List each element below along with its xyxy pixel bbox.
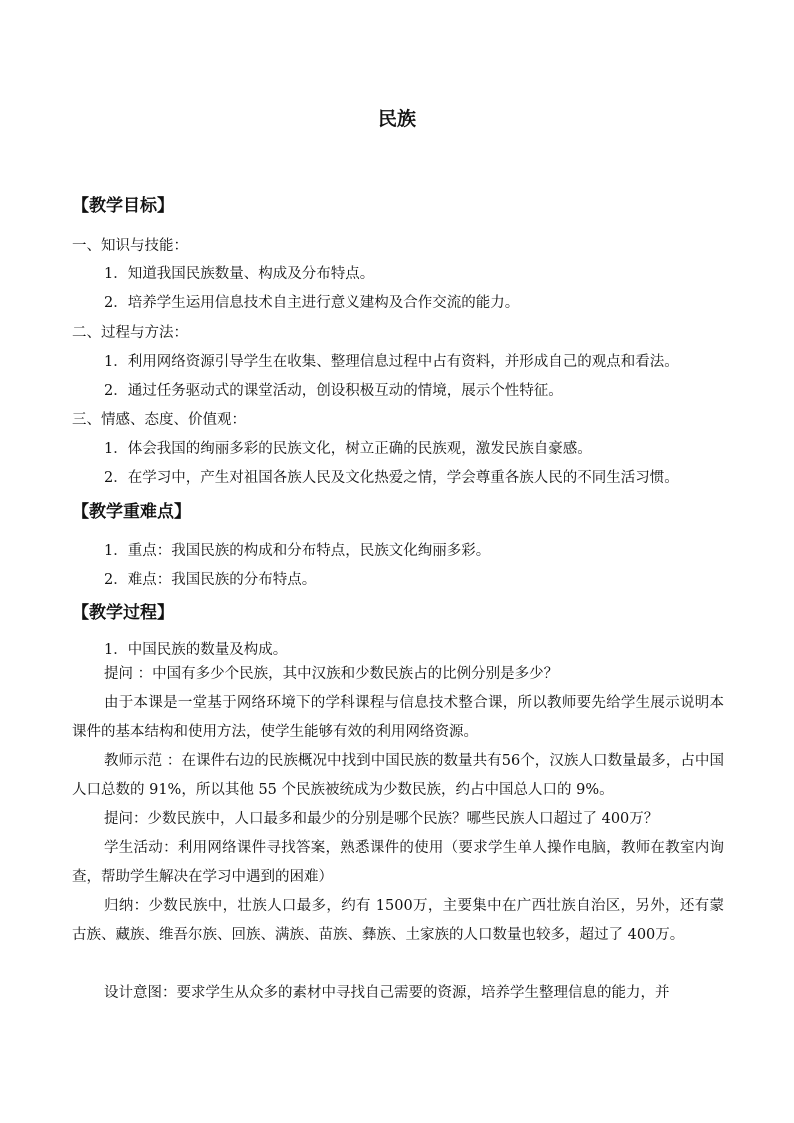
list-item: 1．利用网络资源引导学生在收集、整理信息过程中占有资料，并形成自己的观点和看法。 bbox=[104, 354, 679, 370]
list-item: 2．在学习中，产生对祖国各族人民及文化热爱之情，学会尊重各族人民的不同生活习惯。 bbox=[104, 470, 679, 486]
paragraph: 由于本课是一堂基于网络环境下的学科课程与信息技术整合课，所以教师要先给学生展示说明本课件的基本结构和使用方法，使学生能够有效的利用网络资源。 bbox=[72, 695, 724, 740]
subheading-process: 二、过程与方法： bbox=[72, 325, 188, 341]
section-heading-keypoints: 【教学重难点】 bbox=[72, 502, 191, 522]
list-item: 1．体会我国的绚丽多彩的民族文化，树立正确的民族观，激发民族自豪感。 bbox=[104, 441, 592, 457]
page-title: 民族 bbox=[377, 108, 416, 130]
subheading-emotion: 三、情感、态度、价值观： bbox=[72, 412, 246, 428]
section-heading-goals: 【教学目标】 bbox=[72, 196, 174, 216]
list-item: 1．重点：我国民族的构成和分布特点，民族文化绚丽多彩。 bbox=[104, 543, 491, 559]
section-heading-process: 【教学过程】 bbox=[72, 603, 174, 623]
paragraph: 归纳：少数民族中，壮族人口最多，约有 1500万，主要集中在广西壮族自治区，另外，还有蒙古族、藏族、维吾尔族、回族、满族、苗族、彝族、土家族的人口数量也较多，超过了 400万。 bbox=[72, 898, 724, 943]
paragraph: 学生活动：利用网络课件寻找答案，熟悉课件的使用（要求学生单人操作电脑，教师在教室内询查，帮助学生解决在学习中遇到的困难） bbox=[72, 840, 724, 885]
list-item: 2．难点：我国民族的分布特点。 bbox=[104, 572, 317, 588]
paragraph: 提问：少数民族中，人口最多和最少的分别是哪个民族？哪些民族人口超过了 400万？ bbox=[104, 811, 659, 827]
list-item: 2．通过任务驱动式的课堂活动，创设积极互动的情境，展示个性特征。 bbox=[104, 383, 563, 399]
list-item: 1．中国民族的数量及构成。 bbox=[104, 642, 288, 658]
subheading-knowledge: 一、知识与技能： bbox=[72, 238, 188, 254]
paragraph: 教师示范 ：在课件右边的民族概况中找到中国民族的数量共有56个，汉族人口数量最多，占中国人口总数的 91%，所以其他 55 个民族被统成为少数民族，约占中国总人口的 9%。 bbox=[72, 753, 724, 798]
list-item: 1．知道我国民族数量、构成及分布特点。 bbox=[104, 266, 375, 282]
paragraph: 设计意图：要求学生从众多的素材中寻找自己需要的资源，培养学生整理信息的能力，并 bbox=[104, 985, 670, 1001]
list-item: 2．培养学生运用信息技术自主进行意义建构及合作交流的能力。 bbox=[104, 295, 520, 311]
paragraph: 提问 ：中国有多少个民族，其中汉族和少数民族占的比例分别是多少？ bbox=[104, 666, 559, 682]
